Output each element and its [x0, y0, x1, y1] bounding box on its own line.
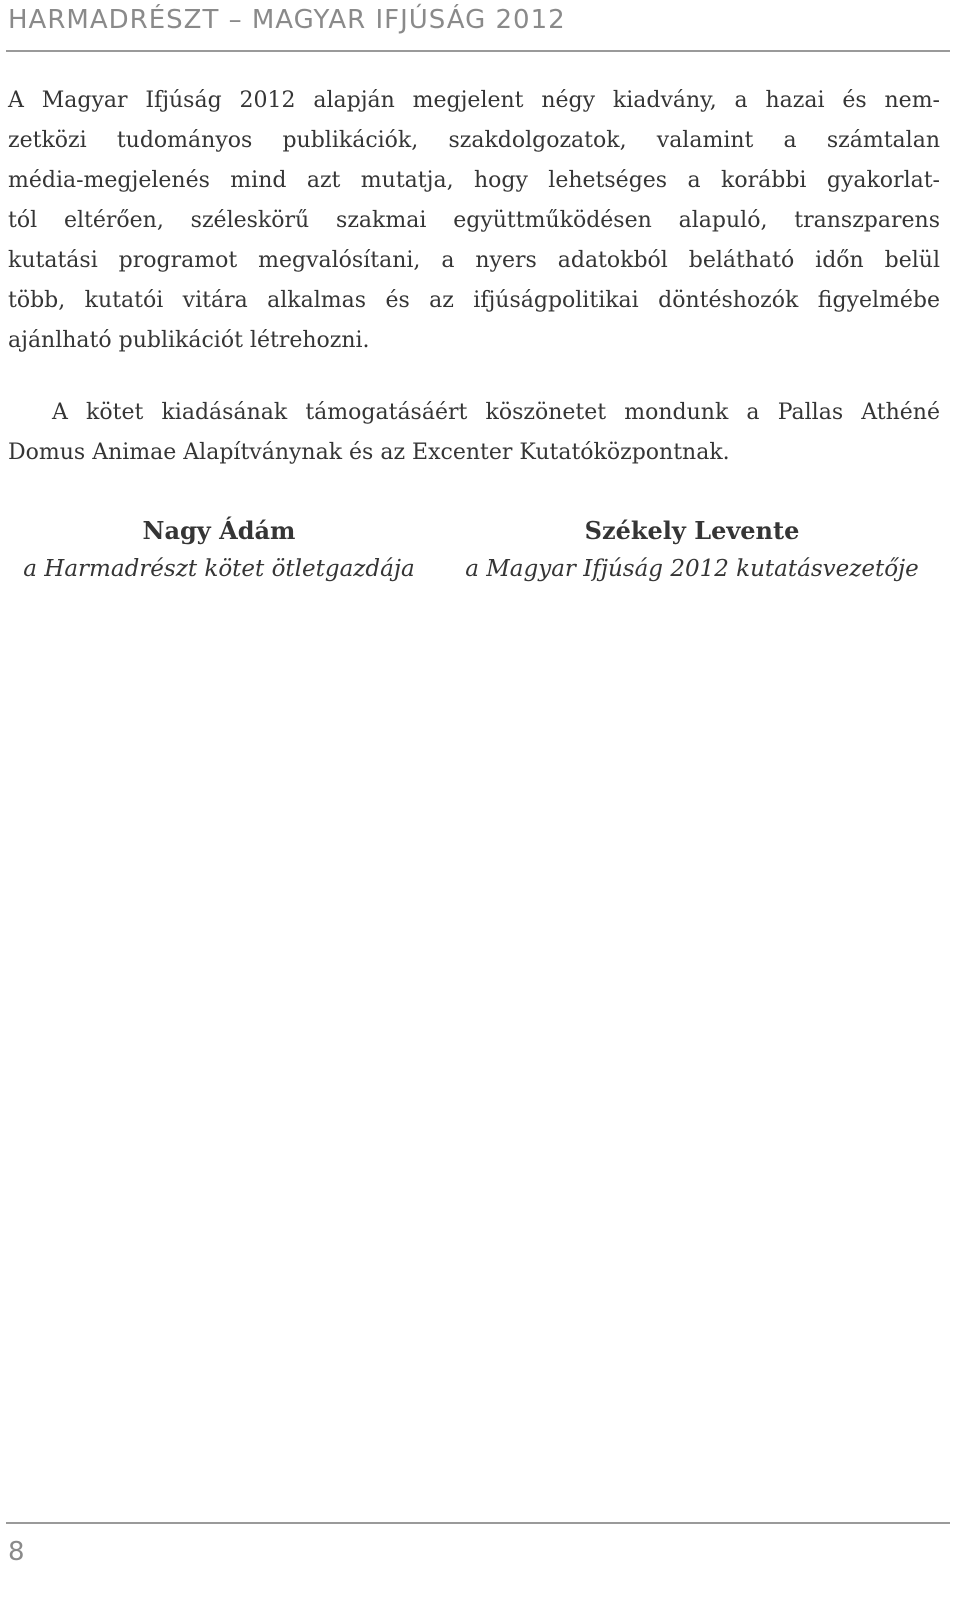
text-line: több, kutatói vitára alkalmas és az ifjúságpolitikai döntéshozók figyelmébe	[8, 288, 940, 313]
text-line: kutatási programot megvalósítani, a nyers adatokból belátható időn belül	[8, 248, 940, 273]
text-line: média-megjelenés mind azt mutatja, hogy lehetséges a korábbi gyakorlat-	[8, 168, 940, 193]
signature-right	[440, 513, 944, 589]
paragraph-intro	[8, 81, 940, 361]
signature-role: a Magyar Ifjúság 2012 kutatásvezetője	[465, 556, 919, 582]
text-line: tól eltérően, széleskörű szakmai együttműködésen alapuló, transzparens	[8, 208, 940, 233]
signature-name: Székely Levente	[584, 516, 800, 545]
page-number: 8	[8, 1537, 25, 1567]
signature-name: Nagy Ádám	[142, 516, 296, 545]
signature-role: a Harmadrészt kötet ötletgazdája	[23, 556, 415, 582]
text-line: A Magyar Ifjúság 2012 alapján megjelent négy kiadvány, a hazai és nem-	[8, 88, 940, 113]
paragraph-acknowledgement	[8, 393, 940, 473]
signature-left	[8, 513, 430, 589]
text-line: Domus Animae Alapítványnak és az Excenter Kutatóközpontnak.	[8, 440, 730, 465]
text-line: zetközi tudományos publikációk, szakdolgozatok, valamint a számtalan	[8, 128, 940, 153]
text-line: A kötet kiadásának támogatásáért köszönetet mondunk a Pallas Athéné	[52, 400, 940, 425]
footer-rule	[6, 1522, 950, 1524]
running-header: HARMADRÉSZT – MAGYAR IFJÚSÁG 2012	[8, 5, 566, 35]
text-line: ajánlható publikációt létrehozni.	[8, 328, 370, 353]
header-rule	[6, 50, 950, 52]
